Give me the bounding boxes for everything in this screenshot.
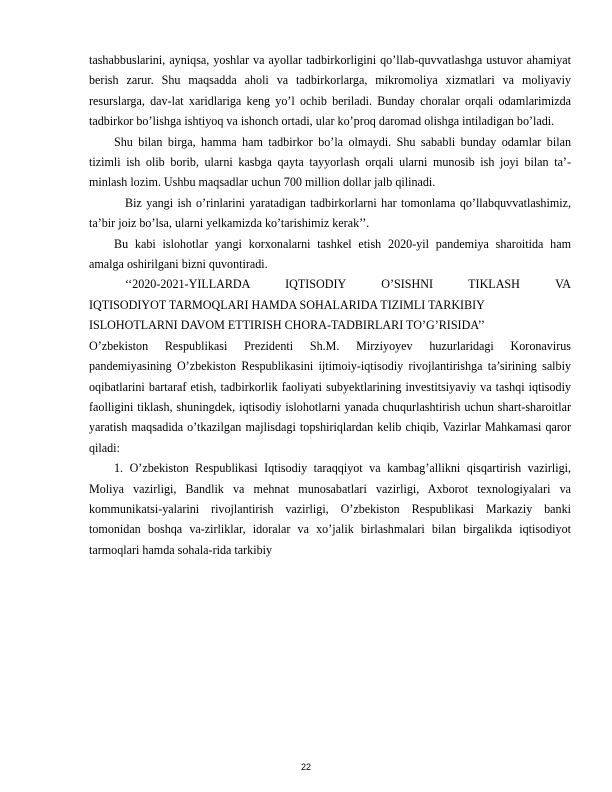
paragraph-3: Biz yangi ish o’rinlarini yaratadigan tadbirkorlarni har tomonlama qo’llabquvvatlashimiz, ta’bir joiz bo’lsa, ularni yelkamizda ko’tarishimiz kerak’’. bbox=[89, 195, 571, 231]
paragraph-4: Bu kabi islohotlar yangi korxonalarni tashkel etish 2020-yil pandemiya sharoitida ham amalga oshirilgani bizni quvontiradi. bbox=[89, 236, 571, 272]
section-heading bbox=[89, 274, 571, 335]
paragraph-1: tashabbuslarini, ayniqsa, yoshlar va ayollar tadbirkorligini qo’llab-quvvatlashga ustuvor ahamiyat berish zarur. Shu maqsadda aholi va tadbirkorlarga, mikromoliya xizmatlari va moliyaviy resurslarga, dav-lat xaridlariga keng yo’l ochib beriladi. Bunday choralar orqali odamlarimizda tadbirkor bo’lishga ishtiyoq va ishonch ortadi, ular ko’proq daromad olishga intiladigan bo’ladi. bbox=[89, 53, 571, 129]
paragraph-6: 1. O’zbekiston Respublikasi Iqtisodiy taraqqiyot va kambag’allikni qisqartirish vazirligi, Moliya vazirligi, Bandlik va mehnat munosabatlari vazirligi, Axborot texnologiyalari va kommunikatsi-yalarini rivojlantirish vazirligi, O’zbekiston Respublikasi Markaziy banki tomonidan boshqa va-zirliklar, idoralar va xo’jalik birlashmalari bilan birgalikda iqtisodiyot tarmoqlari hamda sohala-rida tarkibiy bbox=[89, 461, 571, 557]
page-number: 22 bbox=[300, 762, 311, 772]
paragraph-2: Shu bilan birga, hamma ham tadbirkor bo’la olmaydi. Shu sababli bunday odamlar bilan tizimli ish olib borib, ularni kasbga qayta tayyorlash orqali ularni munosib ish joyi bilan ta’-minlash lozim. Ushbu maqsadlar uchun 700 million dollar jalb qilinadi. bbox=[89, 134, 571, 190]
document-page bbox=[89, 50, 571, 560]
heading-line-3: ISLOHOTLARNI DAVOM ETTIRISH CHORA-TADBIRLARI TO’G’RISIDA’’ bbox=[89, 318, 485, 333]
paragraph-5: O’zbekiston Respublikasi Prezidenti Sh.M. Mirziyoyev huzurlaridagi Koronavirus pandemiyasining O’zbekiston Respublikasini ijtimoiy-iqtisodiy rivojlantirishga ta’sirining salbiy oqibatlarini bartaraf etish, tadbirkorlik faoliyati subyektlarining investitsiyaviy va tashqi iqtisodiy faolligini tiklash, shuningdek, iqtisodiy islohotlarni yanada chuqurlashtirish uchun shart-sharoitlar yaratish maqsadida o’tkazilgan majlisdagi topshiriqlardan kelib chiqib, Vazirlar Mahkamasi qaror qiladi: bbox=[89, 338, 571, 455]
heading-line-2: IQTISODIYOT TARMOQLARI HAMDA SOHALARIDA TIZIMLI TARKIBIY bbox=[89, 297, 485, 312]
heading-line-1: ‘‘2020-2021-YILLARDA IQTISODIY O’SISHNI TIKLASH VA bbox=[125, 277, 571, 292]
